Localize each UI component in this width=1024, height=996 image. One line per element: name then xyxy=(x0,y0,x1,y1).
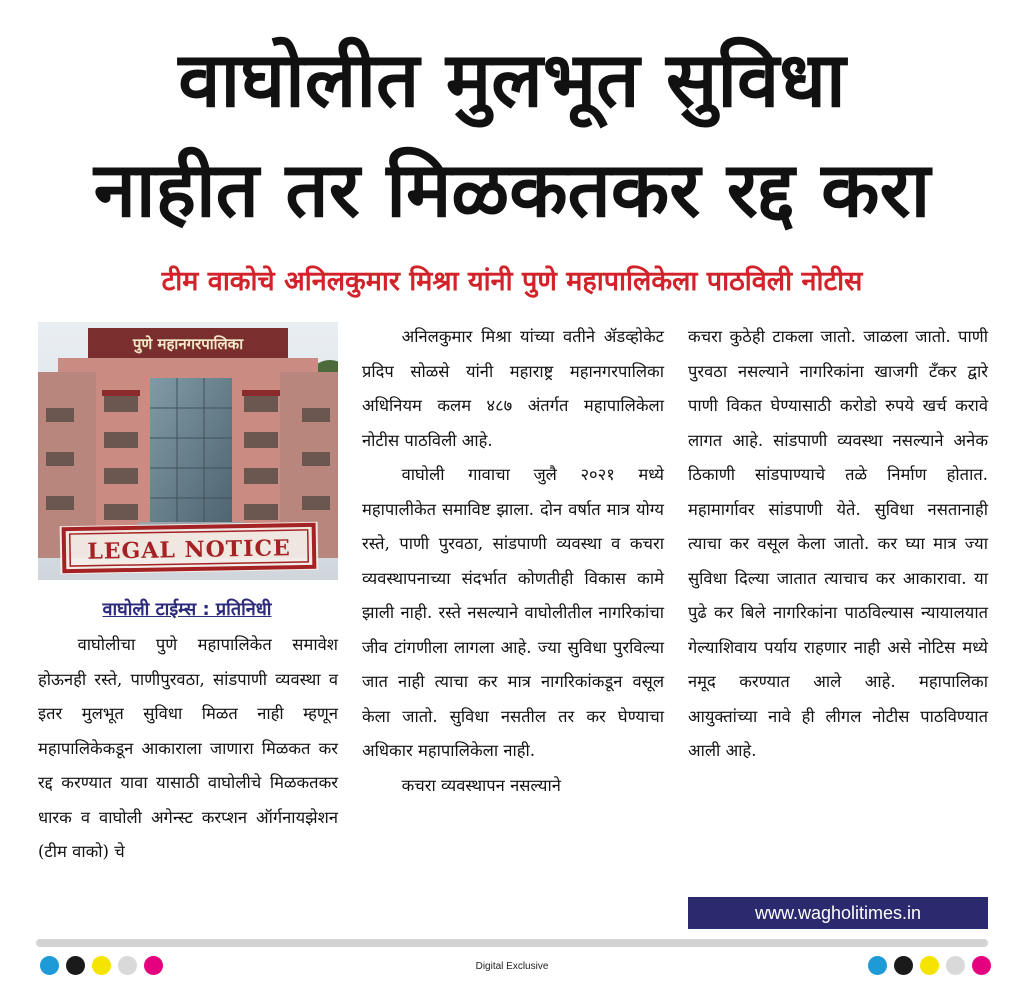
registration-marks-right xyxy=(868,956,991,976)
article-column-2 xyxy=(362,320,664,803)
headline-line-1: वाघोलीत मुलभूत सुविधा xyxy=(178,35,846,124)
article-paragraph: कचरा व्यवस्थापन नसल्याने xyxy=(401,775,561,795)
footer-label: Digital Exclusive xyxy=(475,961,549,972)
byline-text: वाघोली टाईम्स : प्रतिनिधी xyxy=(102,599,272,620)
footer-divider xyxy=(36,939,988,947)
byline xyxy=(36,597,338,621)
article-column-1 xyxy=(38,628,338,870)
article-paragraph: वाघोलीचा पुणे महापालिकेत समावेश होऊनही रस्ते, पाणीपुरवठा, सांडपाणी व्यवस्था व इतर मुलभूत सुविधा मिळत नाही म्हणून महापालिकेकडून आकाराला जाणारा मिळकत कर रद्द करण्यात यावा यासाठी वाघोलीचे मिळकतकर धारक व वाघोली अगेन्स्ट करप्शन ऑर्गनायझेशन (टीम वाको) चे xyxy=(38,635,338,861)
building-sign-text: पुणे महानगरपालिका xyxy=(132,335,244,353)
website-link[interactable]: www.wagholitimes.in xyxy=(688,897,988,929)
subheadline: टीम वाकोचे अनिलकुमार मिश्रा यांनी पुणे महापालिकेला पाठविली नोटीस xyxy=(161,266,863,297)
article-paragraph: कचरा कुठेही टाकला जातो. जाळला जातो. पाणी पुरवठा नसल्याने नागरिकांना खाजगी टँकर द्वारे पाणी विकत घेण्यासाठी करोडो रुपये खर्च करावे लागत आहे. सांडपाणी व्यवस्था नसल्याने अनेक ठिकाणी सांडपाण्याचे तळे निर्माण होतात. महामार्गावर सांडपाणी येते. सुविधा नसतानाही त्याचा कर वसूल केला जातो. कर घ्या मात्र ज्या सुविधा दिल्या जातात त्याचाच कर आकारावा. या पुढे कर बिले नागरिकांना पाठविल्यास न्यायालयात गेल्याशिवाय पर्याय राहणार नाही असे नोटिस मध्ये नमूद करण्यात आले आहे. महापालिका आयुक्तांच्या नावे ही लीगल नोटीस पाठविण्यात आली आहे. xyxy=(688,327,988,760)
grey-registration-dot xyxy=(946,956,965,975)
article-paragraph: वाघोली गावाचा जुलै २०२१ मध्ये महापालीकेत समाविष्ट झाला. दोन वर्षात मात्र योग्य रस्ते, पाणी पुरवठा, सांडपाणी व्यवस्था व कचरा व्यवस्थापनाच्या संदर्भात कोणतीही विकास कामे झाली नाही. रस्ते नसल्याने वाघोलीतील नागरिकांचा जीव टांगणीला लागला आहे. ज्या सुविधा पुरविल्या जात नाही त्याचा कर मात्र नागरिकांकडून वसूल केला जातो. सुविधा नसतील तर कर घेण्याचा अधिकार महापालिकेला नाही. xyxy=(362,465,664,760)
black-registration-dot xyxy=(894,956,913,975)
article-column-3 xyxy=(688,320,988,769)
cyan-registration-dot xyxy=(868,956,887,975)
building-photo xyxy=(38,322,338,580)
legal-notice-stamp: LEGAL NOTICE xyxy=(87,535,291,565)
article-paragraph: अनिलकुमार मिश्रा यांच्या वतीने ॲडव्होकेट प्रदिप सोळसे यांनी महाराष्ट्र महानगरपालिका अधिनियम कलम ४८७ अंतर्गत महापालिकेला नोटीस पाठविली आहे. xyxy=(362,327,664,450)
headline-line-2: नाहीत तर मिळकतकर रद्द करा xyxy=(93,145,931,234)
magenta-registration-dot xyxy=(972,956,991,975)
yellow-registration-dot xyxy=(920,956,939,975)
